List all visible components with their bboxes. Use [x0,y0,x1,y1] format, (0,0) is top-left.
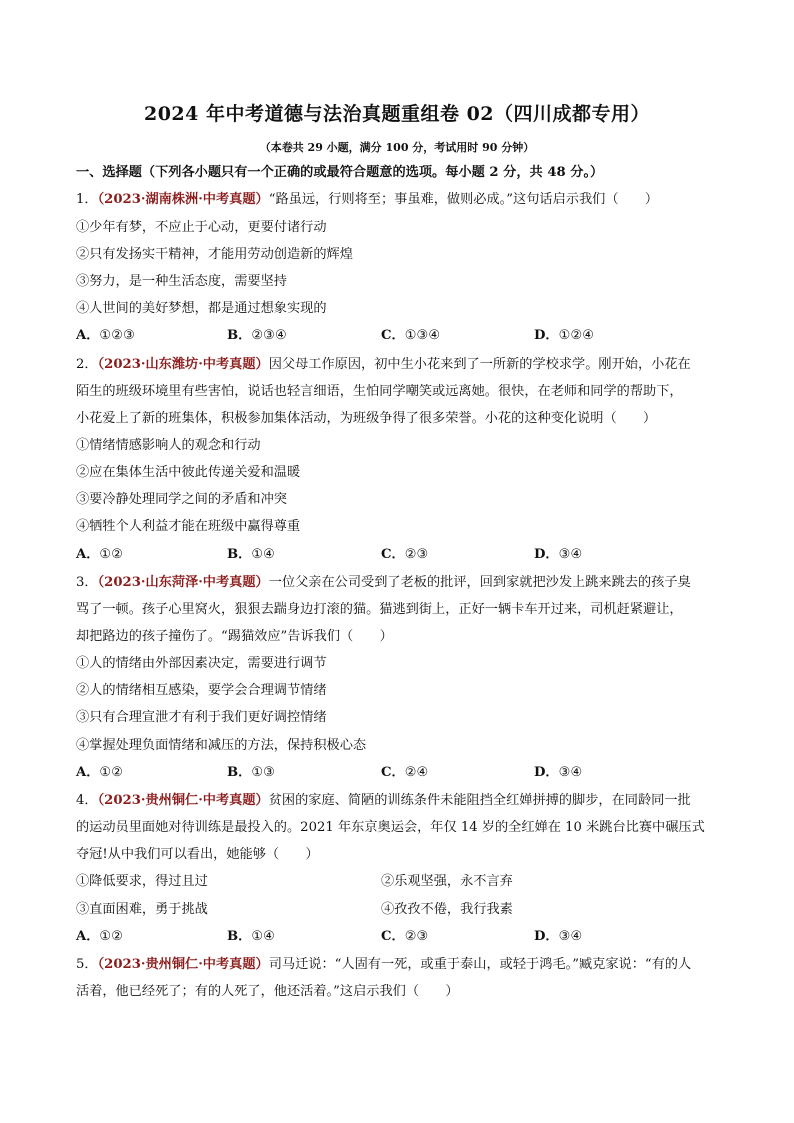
statement: ①降低要求，得过且过 [76,874,208,889]
question-number: 2． [76,357,98,372]
statement: ②人的情绪相互感染，要学会合理调节情绪 [76,683,327,698]
question-text: 夺冠!从中我们可以看出，她能够（ ） [76,847,319,862]
question-number: 1． [76,192,98,207]
question-text: 却把路边的孩子撞伤了。“踢猫效应”告诉我们（ ） [76,629,393,644]
statement: ①情绪情感影响人的观念和行动 [76,438,261,453]
question-source: （2023·山东潍坊·中考真题） [97,357,269,372]
question-text: 小花爱上了新的班集体，积极参加集体活动，为班级争得了很多荣誉。小花的这种变化说明（ ） [76,411,657,426]
statement: ③只有合理宣泄才有利于我们更好调控情绪 [76,710,327,725]
section-heading: 一、选择题（下列各小题只有一个正确的或最符合题意的选项。每小题 2 分，共 48 分。） [76,165,604,180]
question-text: 骂了一顿。孩子心里窝火，狠狠去踹身边打滚的猫。猫逃到街上，正好一辆卡车开过来，司机赶紧避让， [76,602,683,617]
question-1-stem [76,190,658,210]
question-text: 一位父亲在公司受到了老板的批评，回到家就把沙发上跳来跳去的孩子臭 [268,575,691,590]
question-5-stem [76,955,691,975]
question-text: 因父母工作原因，初中生小花来到了一所新的学校求学。刚开始，小花在 [268,357,691,372]
option-b[interactable]: B．①③ [227,765,275,780]
option-d[interactable]: D．③④ [534,929,583,944]
option-b[interactable]: B．①④ [227,929,275,944]
statement: ②应在集体生活中彼此传递关爱和温暖 [76,465,301,480]
exam-info: （本卷共 29 小题，满分 100 分，考试用时 90 分钟） [259,141,535,154]
question-text: 活着，他已经死了；有的人死了，他还活着。”这启示我们（ ） [76,984,459,999]
option-a[interactable]: A．①② [76,929,124,944]
question-text: 陌生的班级环境里有些害怕，说话也轻言细语，生怕同学嘲笑或远离她。很快，在老师和同学的帮助下， [76,384,683,399]
question-3-stem [76,573,691,593]
option-a[interactable]: A．①②③ [76,328,135,343]
question-text: 贫困的家庭、简陋的训练条件未能阻挡全红婵拼搏的脚步，在同龄同一批 [268,793,691,808]
option-c[interactable]: C．②③ [381,929,429,944]
option-d[interactable]: D．③④ [534,547,583,562]
question-text: 司马迁说：“人固有一死，或重于泰山，或轻于鸿毛。”臧克家说：“有的人 [268,957,692,972]
option-d[interactable]: D．①②④ [534,328,595,343]
question-source: （2023·湖南株洲·中考真题） [97,192,269,207]
option-c[interactable]: C．②④ [381,765,429,780]
option-c[interactable]: C．①③④ [381,328,441,343]
question-text: 的运动员里面她对待训练是最投入的。2021 年东京奥运会，年仅 14 岁的全红婵在 10 米跳台比赛中碾压式 [76,820,705,835]
question-number: 3． [76,575,98,590]
question-source: （2023·贵州铜仁·中考真题） [97,793,269,808]
question-source: （2023·山东菏泽·中考真题） [97,575,269,590]
question-number: 5． [76,957,98,972]
statement: ③努力，是一种生活态度，需要坚持 [76,274,287,289]
question-source: （2023·贵州铜仁·中考真题） [97,957,269,972]
option-b[interactable]: B．①④ [227,547,275,562]
statement: ④人世间的美好梦想，都是通过想象实现的 [76,301,327,316]
statement: ④孜孜不倦，我行我素 [381,902,513,917]
option-b[interactable]: B．②③④ [227,328,287,343]
option-d[interactable]: D．③④ [534,765,583,780]
page-title: 2024 年中考道德与法治真题重组卷 02（四川成都专用） [143,103,651,125]
question-text: “路虽远，行则将至；事虽难，做则必成。”这句话启示我们（ ） [268,192,659,207]
option-a[interactable]: A．①② [76,547,124,562]
option-a[interactable]: A．①② [76,765,124,780]
question-2-stem [76,355,691,375]
statement: ③要冷静处理同学之间的矛盾和冲突 [76,492,287,507]
statement: ④牺牲个人利益才能在班级中赢得尊重 [76,519,301,534]
question-4-stem [76,791,691,811]
statement: ①人的情绪由外部因素决定，需要进行调节 [76,656,327,671]
statement: ②只有发扬实干精神，才能用劳动创造新的辉煌 [76,247,353,262]
statement: ①少年有梦，不应止于心动，更要付诸行动 [76,220,327,235]
statement: ④掌握处理负面情绪和减压的方法，保持积极心态 [76,738,367,753]
statement: ②乐观坚强，永不言弃 [381,874,513,889]
statement: ③直面困难，勇于挑战 [76,902,208,917]
option-c[interactable]: C．②③ [381,547,429,562]
question-number: 4． [76,793,98,808]
